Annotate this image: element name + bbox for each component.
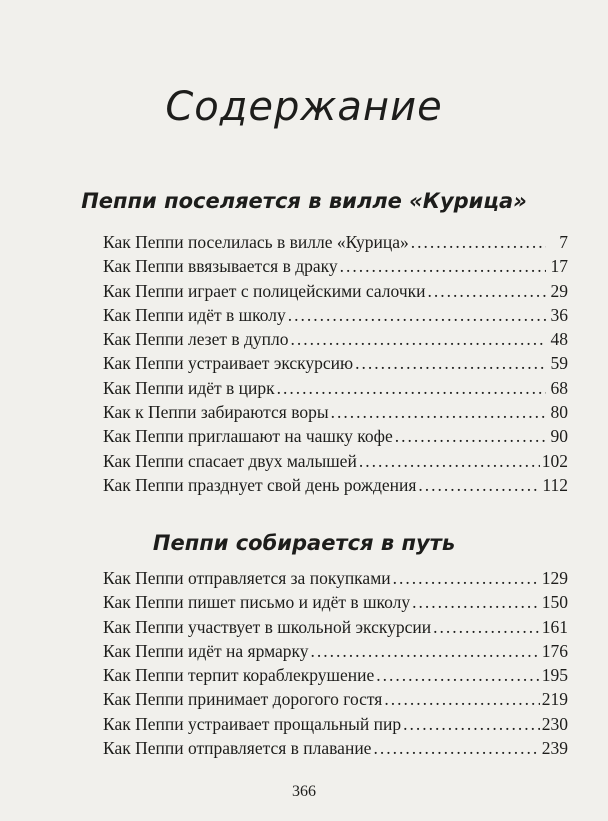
toc-list-section-1 <box>103 232 568 499</box>
toc-entry[interactable] <box>103 689 568 713</box>
toc-entry-title: Как Пеппи отправляется в плавание <box>103 738 372 759</box>
dot-leader <box>395 426 546 447</box>
toc-entry-page: 48 <box>550 329 568 350</box>
section-heading-1: Пеппи поселяется в вилле «Курица» <box>81 189 527 213</box>
toc-entry-title: Как Пеппи принимает дорогого гостя <box>103 689 383 710</box>
dot-leader <box>412 592 540 613</box>
dot-leader <box>393 568 540 589</box>
toc-entry-page: 161 <box>541 616 568 637</box>
toc-entry[interactable] <box>103 568 568 592</box>
toc-entry-page: 17 <box>550 256 568 277</box>
page-title: Содержание <box>165 84 443 130</box>
toc-entry[interactable] <box>103 714 568 738</box>
toc-entry-page: 239 <box>541 738 568 759</box>
toc-entry[interactable] <box>103 641 568 665</box>
toc-entry-page: 176 <box>541 640 568 661</box>
toc-entry-title: Как Пеппи пишет письмо и идёт в школу <box>103 592 411 613</box>
toc-entry[interactable] <box>103 665 568 689</box>
dot-leader <box>277 378 546 399</box>
dot-leader <box>288 305 546 326</box>
toc-entry-title: Как Пеппи устраивает прощальный пир <box>103 713 402 734</box>
toc-entry-page: 230 <box>541 713 568 734</box>
dot-leader <box>311 641 540 662</box>
toc-entry-page: 90 <box>550 426 568 447</box>
toc-entry-title: Как Пеппи спасает двух малышей <box>103 450 357 471</box>
toc-entry[interactable] <box>103 451 568 475</box>
dot-leader <box>355 353 546 374</box>
dot-leader <box>433 617 540 638</box>
toc-entry[interactable] <box>103 329 568 353</box>
toc-entry[interactable] <box>103 232 568 256</box>
toc-list-section-2 <box>103 568 568 762</box>
toc-entry-page: 219 <box>541 689 568 710</box>
toc-entry[interactable] <box>103 738 568 762</box>
toc-entry-title: Как Пеппи лезет в дупло <box>103 329 289 350</box>
toc-entry-title: Как Пеппи приглашают на чашку кофе <box>103 426 393 447</box>
toc-entry[interactable] <box>103 592 568 616</box>
toc-entry[interactable] <box>103 475 568 499</box>
toc-entry-title: Как Пеппи отправляется за покупками <box>103 568 391 588</box>
toc-entry[interactable] <box>103 281 568 305</box>
toc-entry[interactable] <box>103 426 568 450</box>
toc-entry-page: 195 <box>541 665 568 686</box>
toc-entry[interactable] <box>103 353 568 377</box>
dot-leader <box>376 665 540 686</box>
toc-entry-page: 29 <box>550 280 568 301</box>
toc-entry-page: 150 <box>541 592 568 613</box>
dot-leader <box>291 329 546 350</box>
toc-entry-title: Как к Пеппи забираются воры <box>103 402 329 423</box>
dot-leader <box>384 689 539 710</box>
toc-entry[interactable] <box>103 402 568 426</box>
toc-entry[interactable] <box>103 617 568 641</box>
toc-entry-title: Как Пеппи празднует свой день рождения <box>103 474 417 495</box>
toc-entry-title: Как Пеппи участвует в школьной экскурсии <box>103 616 432 637</box>
toc-entry-page: 129 <box>541 568 568 588</box>
dot-leader <box>340 256 546 277</box>
toc-entry-title: Как Пеппи устраивает экскурсию <box>103 353 354 374</box>
toc-entry-title: Как Пеппи идёт в школу <box>103 304 286 325</box>
toc-entry-title: Как Пеппи идёт в цирк <box>103 377 275 398</box>
toc-entry-page: 68 <box>550 377 568 398</box>
toc-entry-page: 36 <box>550 304 568 325</box>
toc-entry-title: Как Пеппи терпит кораблекрушение <box>103 665 375 686</box>
toc-entry-page: 102 <box>541 450 568 471</box>
toc-entry-title: Как Пеппи поселилась в вилле «Курица» <box>103 232 409 252</box>
toc-entry-page: 59 <box>550 353 568 374</box>
toc-entry[interactable] <box>103 378 568 402</box>
toc-entry-title: Как Пеппи играет с полицейскими салочки <box>103 280 426 301</box>
toc-entry-page: 7 <box>559 232 568 252</box>
dot-leader <box>411 232 546 253</box>
dot-leader <box>418 475 540 496</box>
dot-leader <box>373 738 539 759</box>
toc-entry-title: Как Пеппи ввязывается в драку <box>103 256 338 277</box>
toc-entry-title: Как Пеппи идёт на ярмарку <box>103 640 309 661</box>
dot-leader <box>359 451 540 472</box>
dot-leader <box>331 402 546 423</box>
toc-entry[interactable] <box>103 256 568 280</box>
dot-leader <box>428 281 547 302</box>
dot-leader <box>403 714 540 735</box>
toc-entry[interactable] <box>103 305 568 329</box>
toc-entry-page: 112 <box>542 474 568 495</box>
section-heading-2: Пеппи собирается в путь <box>152 531 456 555</box>
page-number: 366 <box>292 783 316 800</box>
toc-entry-page: 80 <box>550 402 568 423</box>
